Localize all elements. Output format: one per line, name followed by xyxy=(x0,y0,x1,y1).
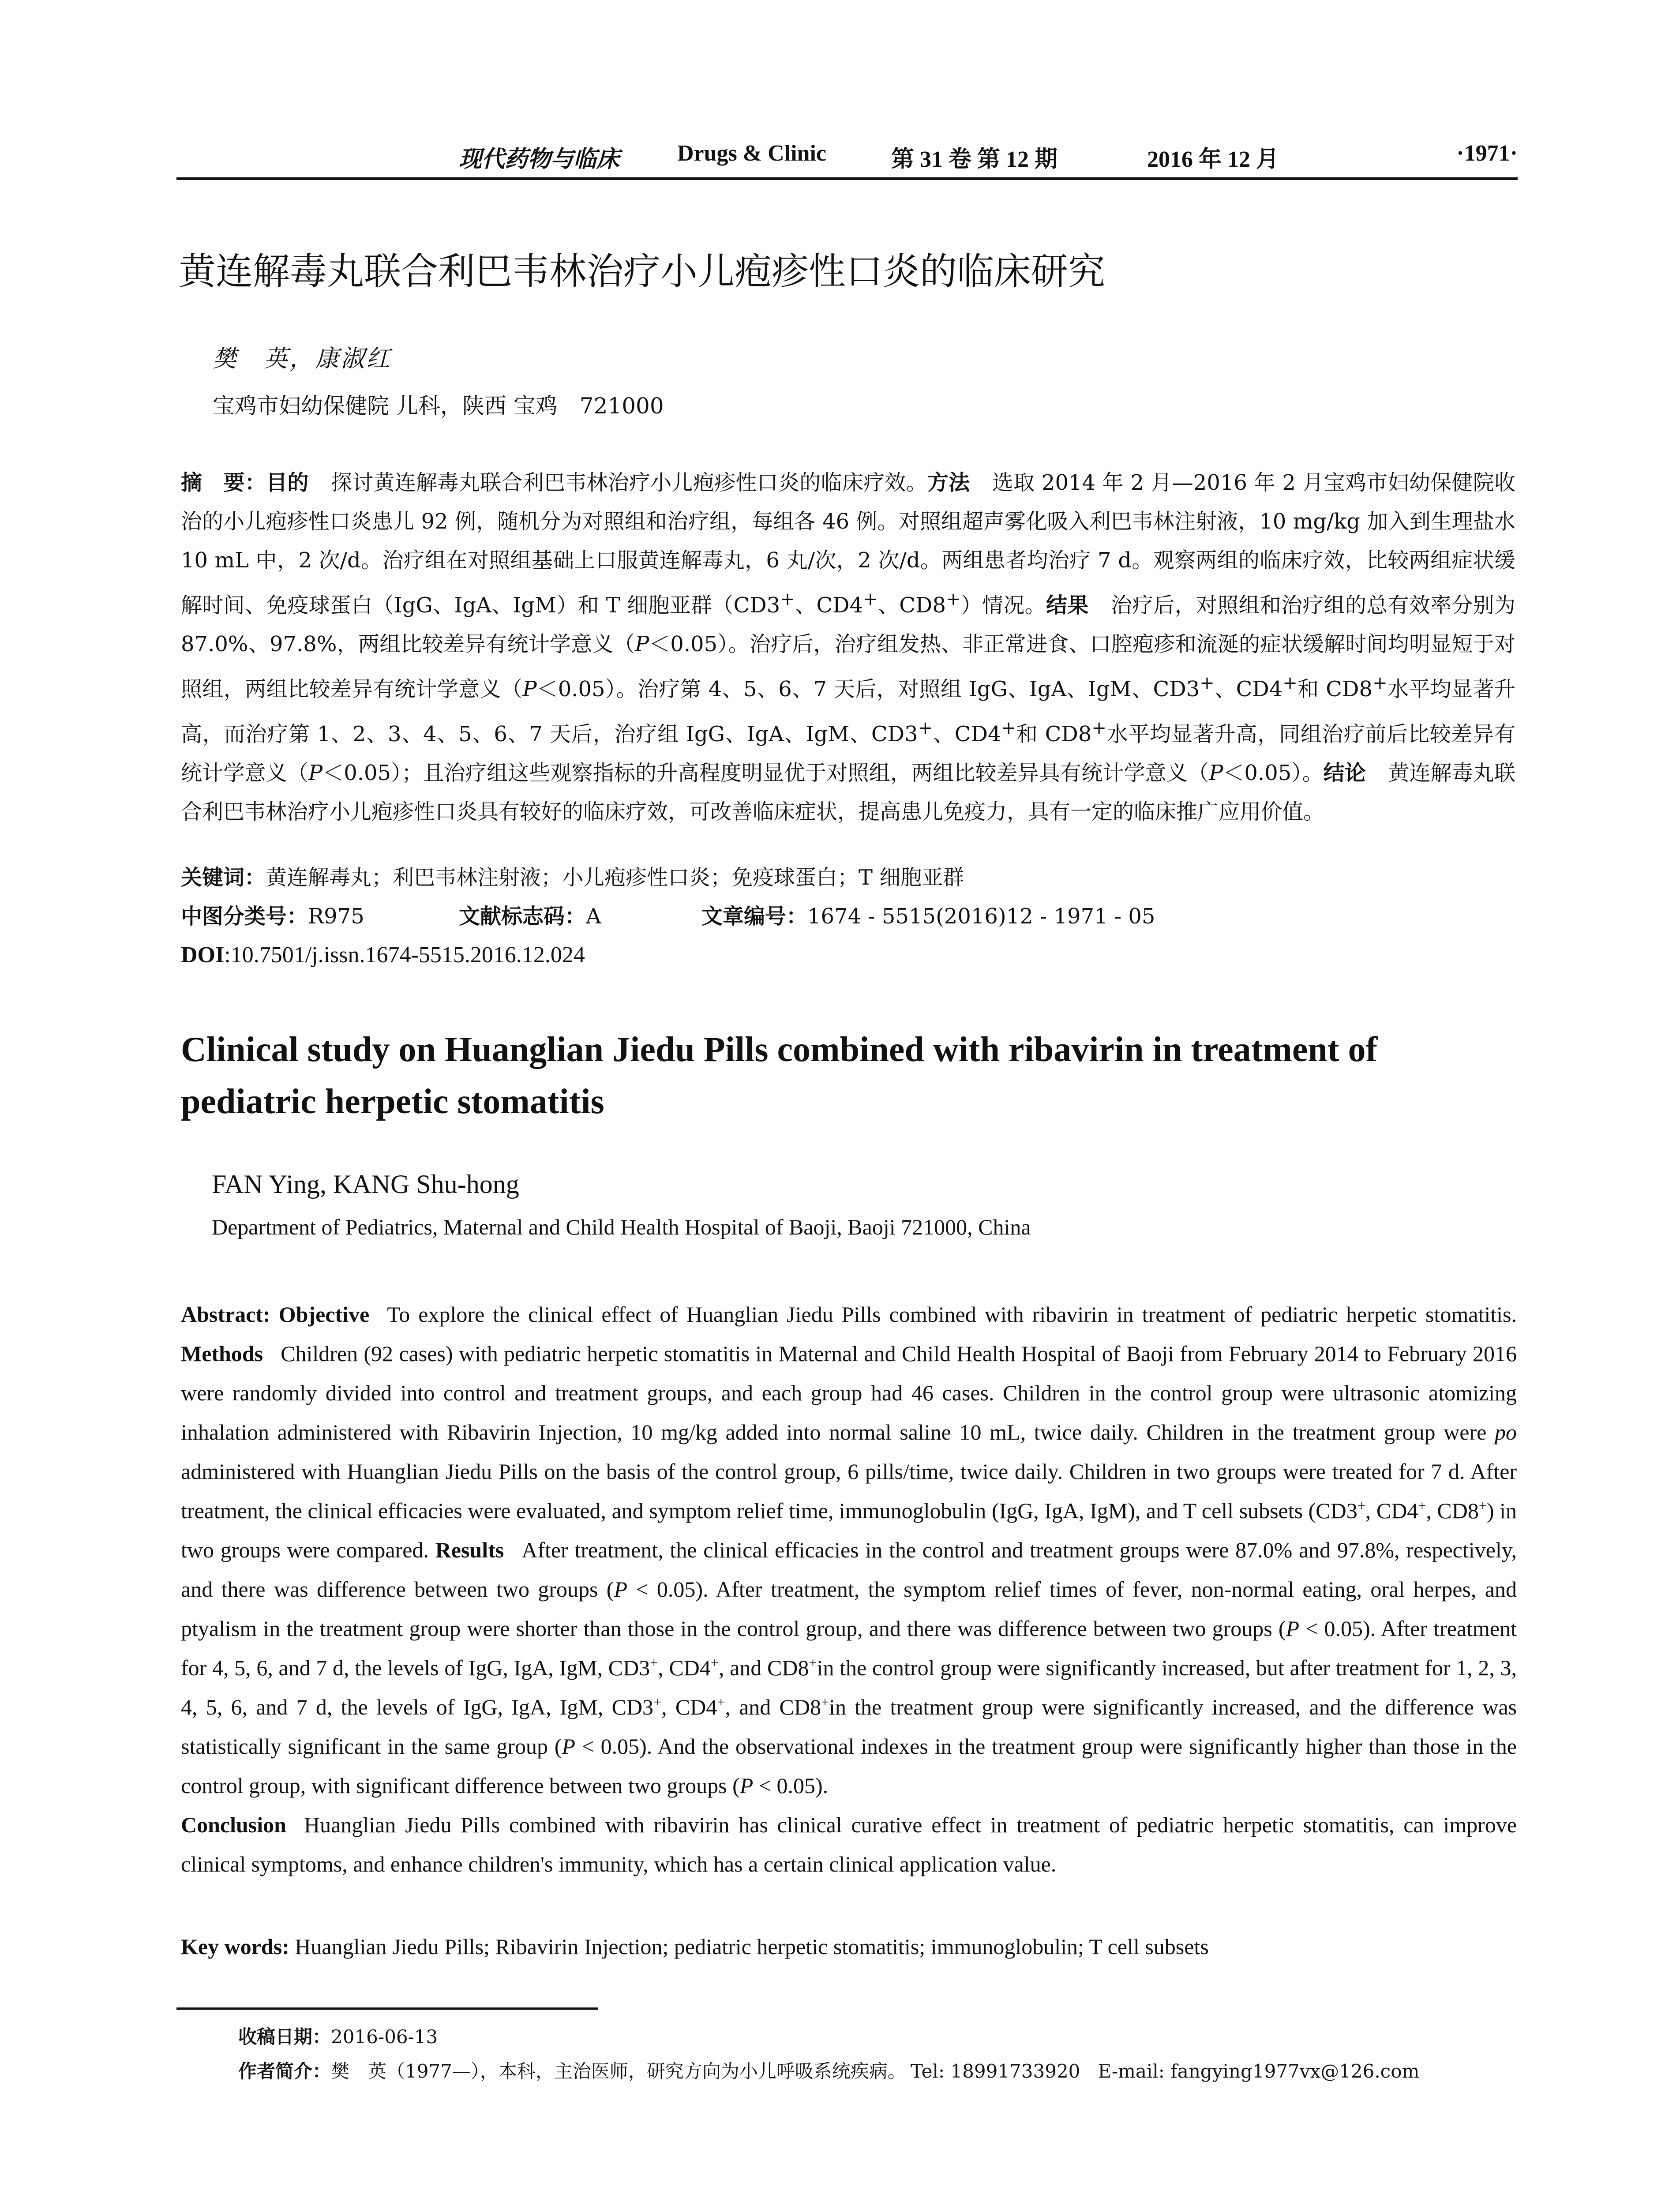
superscript-plus: + xyxy=(1478,1497,1487,1514)
p-value-symbol: P xyxy=(1286,1616,1300,1641)
superscript-plus: + xyxy=(780,589,795,609)
clc-number xyxy=(181,897,364,936)
conclusion-text-en: Huanglian Jiedu Pills combined with ribavirin has clinical curative effect in treatment of pediatric herpetic stomatitis, can improve clinical symptoms, and enhance children's immunity, which has a certain clinical application value. xyxy=(181,1812,1517,1876)
affiliation-cn: 宝鸡市妇幼保健院 儿科，陕西 宝鸡 721000 xyxy=(213,393,664,419)
volume-issue: 第 31 卷 第 12 期 xyxy=(891,147,1058,172)
results-text-cn: ＜0.05）。治疗后，治疗组发热、非正常进食、口腔疱疹和流涎的症状缓解时间均明显短于对照组，两组比较差异有统计学意义（ xyxy=(181,632,1515,702)
author-bio-text: 樊 英（1977—），本科，主治医师，研究方向为小儿呼吸系统疾病。 xyxy=(331,2060,906,2082)
p-value-symbol: P xyxy=(562,1734,575,1759)
results-text-en: , CD4 xyxy=(658,1655,711,1680)
conclusion-label-cn: 结论 xyxy=(1323,761,1366,785)
affiliation-en: Department of Pediatrics, Maternal and Child Health Hospital of Baoji, Baoji 721000, China xyxy=(212,1215,1031,1239)
superscript-plus: + xyxy=(1200,673,1215,693)
results-text-cn: 和 CD8 xyxy=(1297,677,1373,702)
results-text-cn: 、CD4 xyxy=(1214,677,1283,702)
keywords-label-en: Key words: xyxy=(181,1934,289,1959)
superscript-plus: + xyxy=(946,589,961,609)
superscript-plus: + xyxy=(918,718,933,738)
results-text-en: < 0.05). And the observational indexes in the treatment group were significantly higher than those in the control group, with significant difference between two groups ( xyxy=(181,1734,1517,1798)
methods-text-en: administered with Huanglian Jiedu Pills on the basis of the control group, 6 pills/time, twice daily. Children in two groups were treated for 7 d. After treatment, the clinical efficacies were evaluated, and symptom relief time, immunoglobulin (IgG, IgA, IgM), and T cell subsets (CD3 xyxy=(181,1459,1517,1523)
superscript-plus: + xyxy=(717,1694,725,1710)
results-text-cn: 、CD4 xyxy=(933,722,1001,747)
conclusion-label-en: Conclusion xyxy=(181,1812,286,1837)
authors-cn: 樊 英，康淑红 xyxy=(213,345,392,372)
running-header xyxy=(176,140,1518,176)
p-value-symbol: P xyxy=(1209,761,1223,785)
document-code-label: 文献标志码： xyxy=(459,904,586,929)
article-number xyxy=(701,897,1155,936)
classification-line xyxy=(181,897,1515,936)
methods-text-cn: 、CD4 xyxy=(795,593,863,618)
p-value-symbol: P xyxy=(308,761,323,785)
author-tel: Tel: 18991733920 xyxy=(910,2060,1080,2082)
received-value: 2016-06-13 xyxy=(331,2026,438,2048)
abstract-label-cn: 摘 要： xyxy=(181,470,266,495)
results-text-en: < 0.05). After treatment for 4, 5, 6, and 7 d, the levels of IgG, IgA, IgM, CD3 xyxy=(181,1616,1517,1680)
abstract-cn xyxy=(181,463,1515,831)
methods-text-cn: 、CD8 xyxy=(878,593,946,618)
methods-text-cn: ）情况。 xyxy=(960,593,1046,618)
p-value-symbol: P xyxy=(634,632,649,657)
doi-label: DOI xyxy=(181,942,225,968)
received-date xyxy=(238,2022,438,2052)
superscript-plus: + xyxy=(863,589,878,609)
results-text-en: , and CD8 xyxy=(725,1695,821,1719)
superscript-plus: + xyxy=(1372,673,1388,693)
methods-text-en: , CD4 xyxy=(1365,1498,1418,1523)
keywords-en xyxy=(181,1927,1517,1966)
results-text-en: in the treatment group were significantly increased, and the difference was statistically significant in the same group ( xyxy=(181,1695,1517,1759)
page-number: ·1971· xyxy=(1456,141,1518,166)
results-text-en: , CD4 xyxy=(661,1695,717,1719)
superscript-plus: + xyxy=(710,1654,719,1671)
methods-text-en: ) in two groups were compared. xyxy=(181,1498,1517,1562)
methods-label-en: Methods xyxy=(181,1341,263,1366)
results-label-en: Results xyxy=(435,1538,504,1562)
keywords-text-en: Huanglian Jiedu Pills; Ribavirin Injection; pediatric herpetic stomatitis; immunoglobulin; T cell subsets xyxy=(295,1934,1209,1959)
author-bio xyxy=(238,2056,1419,2087)
results-text-en: After treatment, the clinical efficacies in the control and treatment groups were 87.0% and 97.8%, respectively, and there was difference between two groups ( xyxy=(181,1538,1517,1602)
title-en: Clinical study on Huanglian Jiedu Pills combined with ribavirin in treatment of pediatric herpetic stomatitis xyxy=(181,1030,1378,1121)
authors-en: FAN Ying, KANG Shu-hong xyxy=(212,1170,519,1199)
methods-text-en: Children (92 cases) with pediatric herpetic stomatitis in Maternal and Child Health Hospital of Baoji from February 2014 to February 2016 were randomly divided into control and treatment groups, and each group had 46 cases. Children in the control group were ultrasonic atomizing inhalation administered with Ribavirin Injection, 10 mg/kg added into normal saline 10 mL, twice daily. Children in the treatment group were xyxy=(181,1341,1517,1444)
p-value-symbol: P xyxy=(522,677,537,702)
superscript-plus: + xyxy=(821,1694,829,1710)
keywords-cn xyxy=(181,858,1515,897)
issue-date: 2016 年 12 月 xyxy=(1147,147,1279,172)
results-text-en: < 0.05). After treatment, the symptom relief times of fever, non-normal eating, oral herpes, and ptyalism in the treatment group were shorter than those in the control group, and there was difference between two groups ( xyxy=(181,1577,1517,1641)
results-text-en: in the control group were significantly increased, but after treatment for 1, 2, 3, 4, 5, 6, and 7 d, the levels of IgG, IgA, IgM, CD3 xyxy=(181,1655,1517,1719)
clc-value: R975 xyxy=(308,904,364,929)
doi-value[interactable]: :10.7501/j.issn.1674-5515.2016.12.024 xyxy=(224,942,585,968)
footnote-rule xyxy=(176,2007,598,2010)
superscript-plus: + xyxy=(1357,1497,1365,1514)
author-bio-label: 作者简介： xyxy=(238,2060,331,2082)
keywords-label-cn: 关键词： xyxy=(181,865,266,890)
superscript-plus: + xyxy=(809,1654,817,1671)
results-text-cn: ＜0.05）。治疗第 4、5、6、7 天后，对照组 IgG、IgA、IgM、CD3 xyxy=(536,677,1200,702)
results-text-cn: 和 CD8 xyxy=(1016,722,1092,747)
keywords-text-cn: 黄连解毒丸；利巴韦林注射液；小儿疱疹性口炎；免疫球蛋白；T 细胞亚群 xyxy=(266,865,964,890)
conclusion-text-cn: 黄连解毒丸联合利巴韦林治疗小儿疱疹性口炎具有较好的临床疗效，可改善临床症状，提高患儿免疫力，具有一定的临床推广应用价值。 xyxy=(181,761,1515,824)
po-italic: po xyxy=(1495,1420,1517,1444)
results-text-cn: 治疗后，对照组和治疗组的总有效率分别为 87.0%、97.8%，两组比较差异有统计学意义（ xyxy=(181,593,1515,657)
article-number-label: 文章编号： xyxy=(701,904,808,929)
results-text-cn: ＜0.05）；且治疗组这些观察指标的升高程度明显优于对照组，两组比较差异具有统计学意义（ xyxy=(322,761,1209,785)
superscript-plus: + xyxy=(1418,1497,1426,1514)
superscript-plus: + xyxy=(1091,718,1106,738)
document-code-value: A xyxy=(586,904,601,929)
methods-label-cn: 方法 xyxy=(927,470,970,495)
journal-name-en: Drugs & Clinic xyxy=(677,141,826,166)
p-value-symbol: P xyxy=(614,1577,627,1602)
p-value-symbol: P xyxy=(739,1773,754,1798)
article-number-value: 1674 - 5515(2016)12 - 1971 - 05 xyxy=(807,904,1155,929)
received-label: 收稿日期： xyxy=(238,2026,331,2048)
doi[interactable] xyxy=(181,936,585,975)
results-text-cn: 水平均显著升高，同组治疗前后比较差异有统计学意义（ xyxy=(181,722,1515,785)
header-rule xyxy=(176,177,1518,180)
methods-text-cn: 选取 2014 年 2 月—2016 年 2 月宝鸡市妇幼保健院收治的小儿疱疹性口炎患儿 92 例，随机分为对照组和治疗组，每组各 46 例。对照组超声雾化吸入利巴韦林注射液，10 mg/kg 加入到生理盐水 10 mL 中，2 次/d。治疗组在对照组基础上口服黄连解毒丸，6 丸/次，2 次/d。两组患者均治疗 7 d。观察两组的临床疗效，比较两组症状缓解时间、免疫球蛋白（IgG、IgA、IgM）和 T 细胞亚群（CD3 xyxy=(181,470,1515,618)
document-code xyxy=(459,897,601,936)
results-text-cn: ＜0.05）。 xyxy=(1223,761,1324,785)
superscript-plus: + xyxy=(1282,673,1298,693)
objective-label-cn: 目的 xyxy=(266,470,309,495)
abstract-en xyxy=(181,1295,1517,1884)
clc-label: 中图分类号： xyxy=(181,904,308,929)
results-text-en: , and CD8 xyxy=(718,1655,809,1680)
superscript-plus: + xyxy=(1001,718,1016,738)
title-cn: 黄连解毒丸联合利巴韦林治疗小儿疱疹性口炎的临床研究 xyxy=(179,250,1106,293)
author-email[interactable]: E-mail: fangying1977vx@126.com xyxy=(1098,2060,1420,2082)
results-label-cn: 结果 xyxy=(1046,593,1089,618)
results-text-en: < 0.05). xyxy=(753,1773,829,1798)
abstract-label-en: Abstract: xyxy=(181,1302,270,1327)
journal-name-cn: 现代药物与临床 xyxy=(459,146,620,173)
superscript-plus: + xyxy=(653,1694,662,1710)
methods-text-en: , CD8 xyxy=(1426,1498,1479,1523)
superscript-plus: + xyxy=(650,1654,658,1671)
objective-label-en: Objective xyxy=(278,1302,370,1327)
objective-text-cn: 探讨黄连解毒丸联合利巴韦林治疗小儿疱疹性口炎的临床疗效。 xyxy=(330,470,927,495)
objective-text-en: To explore the clinical effect of Huanglian Jiedu Pills combined with ribavirin in treatment of pediatric herpetic stomatitis. xyxy=(387,1302,1517,1327)
results-text-cn: 水平均显著升高，而治疗第 1、2、3、4、5、6、7 天后，治疗组 IgG、IgA、IgM、CD3 xyxy=(181,677,1515,747)
